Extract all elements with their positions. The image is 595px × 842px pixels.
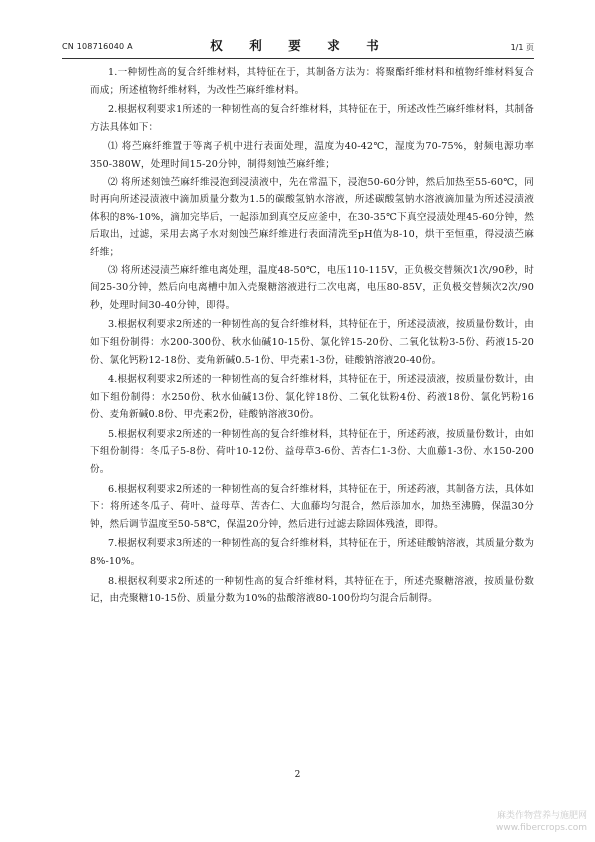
page-number: 2	[294, 770, 301, 780]
claim-1: 1.一种韧性高的复合纤维材料，其特征在于，其制备方法为：将聚酯纤维材料和植物纤维材料复合而成；所述植物纤维材料，为改性苎麻纤维材料。	[90, 67, 534, 96]
page-header	[62, 36, 534, 56]
publication-number: CN 108716040 A	[62, 42, 133, 51]
claim-3: 3.根据权利要求2所述的一种韧性高的复合纤维材料，其特征在于，所述浸渍液，按质量份数计，由如下组份制得：水200-300份、秋水仙碱10-15份、氯化锌15-20份、二氧化钛粉3-5份、药液15-20份、氯化钙粉12-18份、麦角新碱0.5-1份、甲壳素1-3份，硅酸钠溶液20-40份。	[90, 319, 534, 366]
claim-2-step-1: ⑴ 将苎麻纤维置于等离子机中进行表面处理，温度为40-42℃，湿度为70-75%，射频电源功率350-380W，处理时间15-20分钟，制得刻蚀苎麻纤维；	[90, 141, 534, 170]
header-divider	[62, 58, 534, 59]
document-title: 权 利 要 求 书	[210, 38, 386, 53]
claim-7: 7.根据权利要求3所述的一种韧性高的复合纤维材料，其特征在于，所述硅酸钠溶液，其质量分数为8%-10%。	[90, 538, 534, 568]
claim-2-step-3: ⑶ 将所述浸渍苎麻纤维电离处理，温度48-50℃，电压110-115V，正负极交替频次1次/90秒，时间25-30分钟，然后向电离槽中加入壳聚糖溶液进行二次电离，电压80-85V，正负极交替频次2次/90秒，处理时间30-40分钟，即得。	[90, 264, 534, 311]
claim-2: 2.根据权利要求1所述的一种韧性高的复合纤维材料，其特征在于，所述改性苎麻纤维材料，其制备方法具体如下：	[90, 104, 534, 133]
watermark-url: www.fibercrops.com	[496, 823, 587, 833]
claim-4: 4.根据权利要求2所述的一种韧性高的复合纤维材料，其特征在于，所述浸渍液，按质量份数计，由如下组份制得：水250份、秋水仙碱13份、氯化锌18份、二氧化钛粉4份、药液18份、氯化钙粉16份、麦角新碱0.8份、甲壳素2份，硅酸钠溶液30份。	[90, 374, 534, 421]
site-watermark	[496, 810, 587, 834]
watermark-title: 麻类作物营养与施肥网	[496, 811, 587, 821]
claim-2-step-2: ⑵ 将所述刻蚀苎麻纤维浸泡到浸渍液中，先在常温下，浸泡50-60分钟，然后加热至55-60℃，同时再向所述浸渍液中滴加质量分数为1.5的碳酸氢钠水溶液，所述碳酸氢钠水溶液滴加量为所述浸渍液体积的8%-10%，滴加完毕后，一起添加到真空反应釜中，在30-35℃下真空浸渍处理45-60分钟，然后取出，过滤，采用去离子水对刻蚀苎麻纤维进行表面清洗至pH值为8-10，烘干至恒重，得浸渍苎麻纤维；	[90, 176, 534, 258]
claims-body	[90, 64, 534, 610]
claim-5: 5.根据权利要求2所述的一种韧性高的复合纤维材料，其特征在于，所述药液，按质量份数计，由如下组份制得：冬瓜子5-8份、荷叶10-12份、益母草3-6份、苦杏仁1-3份、大血藤1-3份、水150-200份。	[90, 428, 534, 476]
page-indicator: 1/1 页	[510, 43, 534, 52]
claim-8: 8.根据权利要求2所述的一种韧性高的复合纤维材料，其特征在于，所述壳聚糖溶液，按质量份数记，由壳聚糖10-15份、质量分数为10%的盐酸溶液80-100份均匀混合后制得。	[90, 575, 534, 605]
claim-6: 6.根据权利要求2所述的一种韧性高的复合纤维材料，其特征在于，所述药液，其制备方法，具体如下：将所述冬瓜子、荷叶、益母草、苦杏仁、大血藤均匀混合，然后添加水，加热至沸腾，保温30分钟，然后调节温度至50-58℃，保温20分钟，然后进行过滤去除固体残渣，即得。	[90, 483, 534, 530]
